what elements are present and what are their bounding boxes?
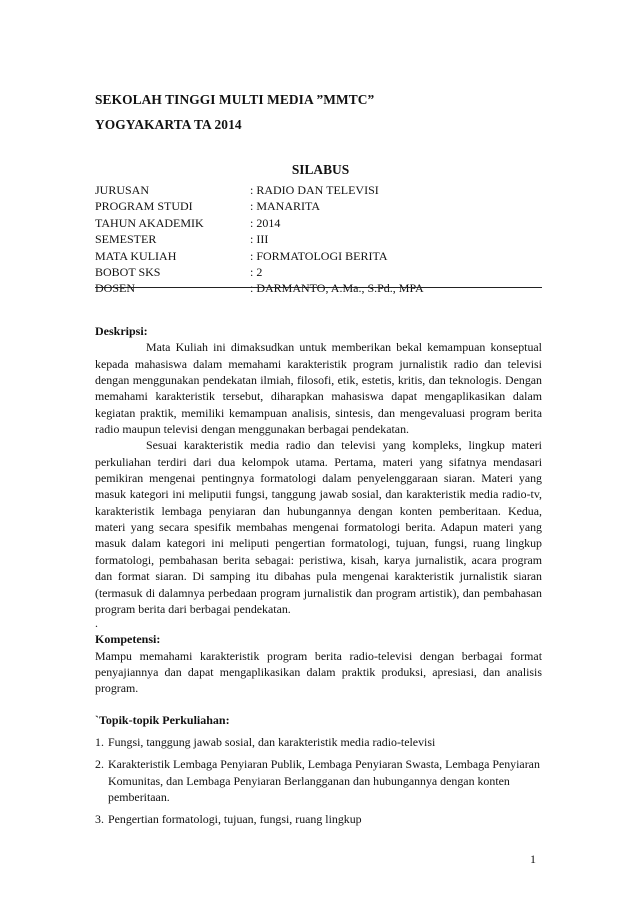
meta-row-mata-kuliah bbox=[95, 248, 542, 264]
document-title-text: SILABUS bbox=[291, 162, 350, 177]
meta-divider bbox=[95, 287, 542, 288]
stray-dot: . bbox=[95, 616, 98, 631]
meta-row-program-studi bbox=[95, 198, 542, 214]
institution-name: SEKOLAH TINGGI MULTI MEDIA ”MMTC” bbox=[95, 92, 375, 107]
kompetensi-text: Mampu memahami karakteristik program berita radio-televisi dengan berbagai format penyajiannya dan dapat mengaplikasikan dalam praktik produksi, apresiasi, dan analisis program. bbox=[95, 648, 542, 696]
meta-key: SEMESTER bbox=[95, 232, 157, 247]
list-item bbox=[95, 811, 542, 827]
list-item-text: Karakteristik Lembaga Penyiaran Publik, Lembaga Penyiaran Swasta, Lembaga Penyiaran Komunitas, dan Lembaga Penyiaran Berlangganan dan hubungannya dengan konten pemberitaan. bbox=[108, 757, 540, 804]
kompetensi-heading: Kompetensi: bbox=[95, 632, 161, 647]
list-item-number: 1. bbox=[95, 734, 104, 749]
topik-list bbox=[95, 734, 542, 828]
page-number: 1 bbox=[530, 852, 536, 866]
meta-key: JURUSAN bbox=[95, 183, 150, 197]
meta-value: : FORMATOLOGI BERITA bbox=[250, 248, 388, 263]
list-item-text: Pengertian formatologi, tujuan, fungsi, ruang lingkup bbox=[108, 812, 362, 827]
meta-key: DOSEN bbox=[95, 281, 136, 296]
topik-heading: `Topik-topik Perkuliahan: bbox=[95, 712, 230, 727]
meta-value: : 2 bbox=[250, 265, 263, 280]
syllabus-body bbox=[95, 323, 542, 834]
meta-value: : DARMANTO, A.Ma., S.Pd., MPA bbox=[250, 281, 424, 296]
meta-row-jurusan bbox=[95, 182, 542, 198]
meta-key: TAHUN AKADEMIK bbox=[95, 215, 204, 230]
list-item bbox=[95, 756, 542, 805]
meta-value: : MANARITA bbox=[250, 199, 321, 214]
meta-value: : RADIO DAN TELEVISI bbox=[250, 183, 379, 197]
deskripsi-paragraph-1: Mata Kuliah ini dimaksudkan untuk memberikan bekal kemampuan konseptual kepada mahasiswa dalam memahami karakteristik program jurnalistik radio dan televisi dengan menggunakan pendekatan ilmiah, filosofi, etik, estetis, kritis, dan teknologis. Dengan memahami karakteristik tersebut, diharapkan mahasiswa dapat mengaplikasikan dalam kegiatan praktik, memiliki kemampuan analisis, sintesis, dan mengevaluasi program berita radio maupun televisi dengan menggunakan berbagai pendekatan. bbox=[95, 340, 542, 437]
meta-row-dosen bbox=[95, 280, 542, 296]
deskripsi-paragraph-2: Sesuai karakteristik media radio dan televisi yang kompleks, lingkup materi perkuliahan terdiri dari dua kelompok utama. Pertama, materi yang sifatnya mendasari pemikiran mengenai pentingnya formatologi dalam penyelenggaraan siaran. Materi yang masuk kategori ini meliputii fungsi, tanggung jawab sosial, dan karakteristik media radio-tv, karakteristik lembaga penyiaran dan hubungannya dengan konten pemberitaan. Kedua, materi yang secara spesifik membahas mengenai formatologi berita. Adapun materi yang masuk dalam kategori ini meliputi pengertian formatologi, tujuan, fungsi, ruang lingkup formatologi, pembahasan berita sebagai: peristiwa, kisah, karya jurnalistik, acara program dan format siaran. Di samping itu dibahas pula mengenai karakteristik jurnalistik siaran (termasuk di dalamnya perbedaan program jurnalistik dan program artistik), dan pembahasan program berita dari berbagai pendekatan. bbox=[95, 438, 542, 616]
list-item bbox=[95, 734, 542, 750]
meta-key: MATA KULIAH bbox=[95, 248, 177, 263]
meta-row-tahun-akademik bbox=[95, 215, 542, 231]
meta-row-bobot-sks bbox=[95, 264, 542, 280]
meta-row-semester bbox=[95, 231, 542, 247]
list-item-number: 3. bbox=[95, 812, 104, 827]
deskripsi-heading: Deskripsi: bbox=[95, 324, 148, 338]
meta-key: PROGRAM STUDI bbox=[95, 199, 193, 214]
institution-location: YOGYAKARTA TA 2014 bbox=[95, 117, 242, 132]
meta-value: : 2014 bbox=[250, 215, 281, 230]
list-item-text: Fungsi, tanggung jawab sosial, dan karakteristik media radio-televisi bbox=[108, 734, 436, 749]
document-title bbox=[95, 162, 542, 178]
meta-key: BOBOT SKS bbox=[95, 265, 161, 280]
course-meta-table bbox=[95, 182, 542, 297]
list-item-number: 2. bbox=[95, 757, 104, 772]
meta-value: : III bbox=[250, 232, 269, 247]
